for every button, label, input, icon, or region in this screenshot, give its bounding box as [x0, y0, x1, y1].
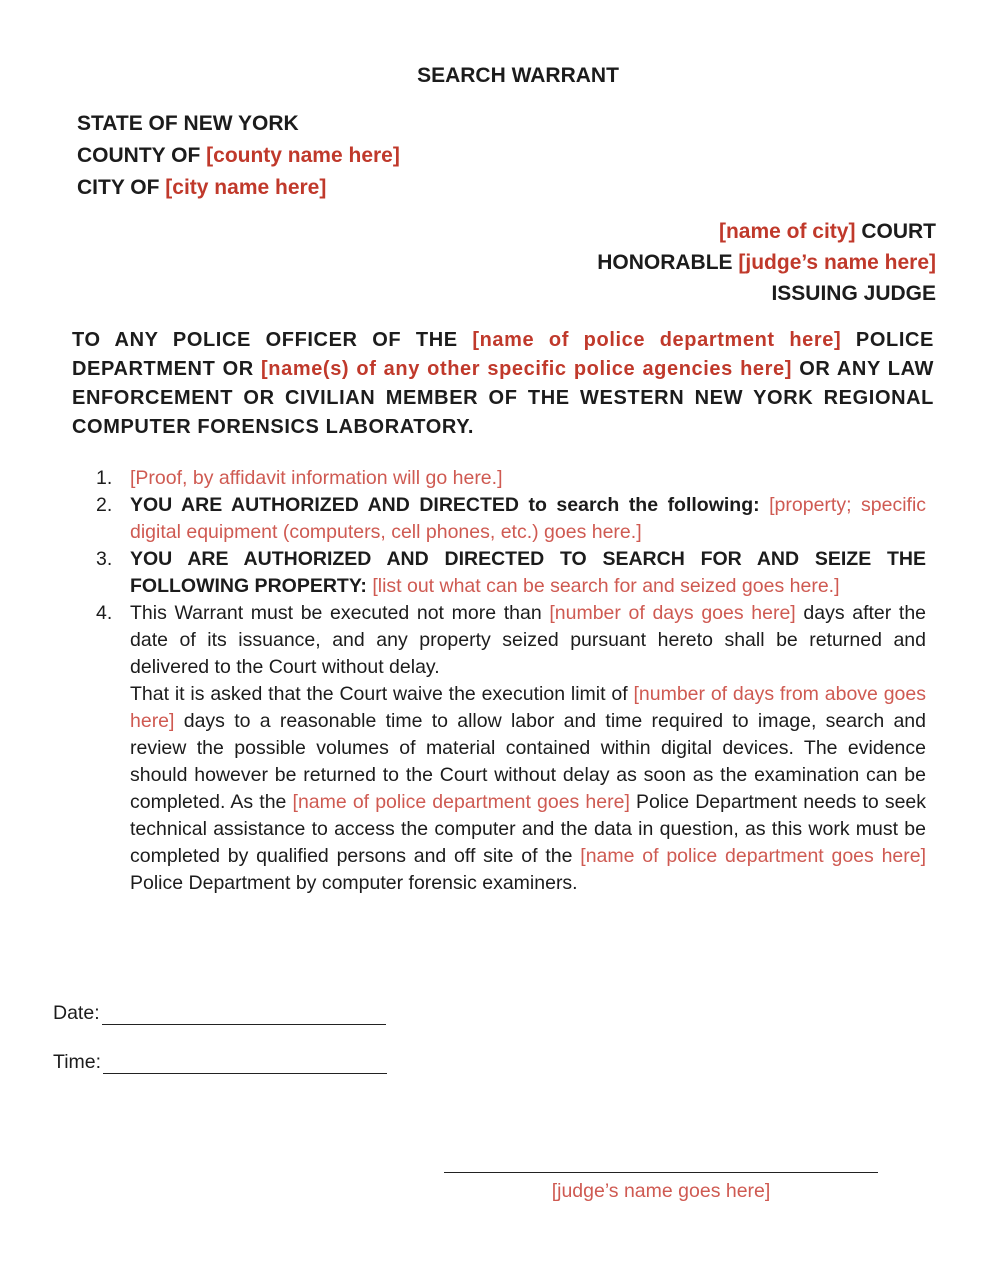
property-placeholder: [property; specific digital equipment (computers, cell phones, etc.) goes here.] — [130, 494, 927, 543]
jurisdiction-header — [77, 108, 400, 204]
search-following-text: to search the following: — [528, 494, 760, 516]
time-blank-line[interactable] — [103, 1053, 387, 1074]
seize-property-text: YOU ARE AUTHORIZED AND DIRECTED TO SEARCH FOR AND SEIZE THE FOLLOWING PROPERTY: — [130, 548, 926, 597]
waiver-text-3: Police Department needs to seek technical assistance to access the computer and the data in question, as this work must be completed by qualified persons and off site of the — [130, 791, 927, 867]
other-agencies-placeholder: [name(s) of any other specific police agencies here] — [261, 358, 792, 380]
county-label: COUNTY OF — [77, 144, 201, 167]
item-number: 1. — [96, 467, 113, 489]
time-label: Time: — [53, 1051, 102, 1073]
seize-list-placeholder: [list out what can be search for and seized goes here.] — [372, 575, 840, 597]
police-dept-placeholder: [name of police department here] — [472, 329, 842, 351]
list-item — [96, 546, 926, 600]
signature-judge-placeholder: [judge’s name goes here] — [551, 1180, 771, 1202]
authorized-text: YOU ARE AUTHORIZED AND DIRECTED — [130, 494, 520, 516]
list-item — [96, 600, 926, 897]
document-title: SEARCH WARRANT — [417, 64, 619, 87]
waiver-text-1: That it is asked that the Court waive the execution limit of — [130, 683, 628, 705]
days-placeholder: [number of days goes here] — [549, 602, 796, 624]
waiver-text-4: Police Department by computer forensic examiners. — [130, 872, 578, 894]
court-header — [597, 216, 936, 309]
honorable-label: HONORABLE — [597, 251, 733, 274]
waiver-paragraph — [130, 681, 926, 897]
court-label: COURT — [861, 220, 936, 243]
waiver-text-2: days to a reasonable time to allow labor and time required to image, search and review the possible volumes of material contained within digital devices. The evidence should however be returned to the Court without delay as soon as the examination can be completed. As the — [130, 710, 927, 813]
date-blank-line[interactable] — [102, 1004, 386, 1025]
list-item — [96, 465, 926, 492]
affidavit-placeholder: [Proof, by affidavit information will go here.] — [130, 467, 503, 489]
execution-text-1: This Warrant must be executed not more than — [130, 602, 542, 624]
court-line — [597, 216, 936, 247]
days-from-above-placeholder: [number of days from above goes here] — [130, 683, 926, 732]
item-number: 4. — [96, 602, 113, 624]
court-city-placeholder: [name of city] — [718, 220, 856, 243]
date-field — [53, 1002, 386, 1025]
warrant-address — [72, 326, 934, 442]
city-label: CITY OF — [77, 176, 160, 199]
police-dept-placeholder-2: [name of police department goes here] — [292, 791, 630, 813]
honorable-line — [597, 247, 936, 278]
item-number: 3. — [96, 548, 113, 570]
warrant-items — [96, 465, 926, 897]
item-number: 2. — [96, 494, 113, 516]
address-text-3: OR ANY LAW ENFORCEMENT OR CIVILIAN MEMBER OF THE WESTERN NEW YORK REGIONAL COMPUTER FORENSICS LABORATORY. — [72, 358, 934, 438]
address-text-2: POLICE DEPARTMENT OR — [72, 329, 934, 380]
county-line — [77, 140, 400, 172]
issuing-judge-line: ISSUING JUDGE — [771, 282, 936, 305]
execution-text-2: days after the date of its issuance, and any property seized pursuant hereto shall be returned and delivered to the Court without delay. — [130, 602, 927, 678]
police-dept-placeholder-3: [name of police department goes here] — [580, 845, 927, 867]
date-label: Date: — [53, 1002, 100, 1024]
city-placeholder: [city name here] — [165, 176, 327, 199]
county-placeholder: [county name here] — [206, 144, 400, 167]
list-item — [96, 492, 926, 546]
state-line: STATE OF NEW YORK — [77, 112, 299, 135]
judge-placeholder: [judge’s name here] — [738, 251, 936, 274]
address-text-1: TO ANY POLICE OFFICER OF THE — [72, 329, 458, 351]
time-field — [53, 1051, 387, 1074]
signature-line[interactable] — [444, 1172, 878, 1173]
city-line — [77, 172, 400, 204]
